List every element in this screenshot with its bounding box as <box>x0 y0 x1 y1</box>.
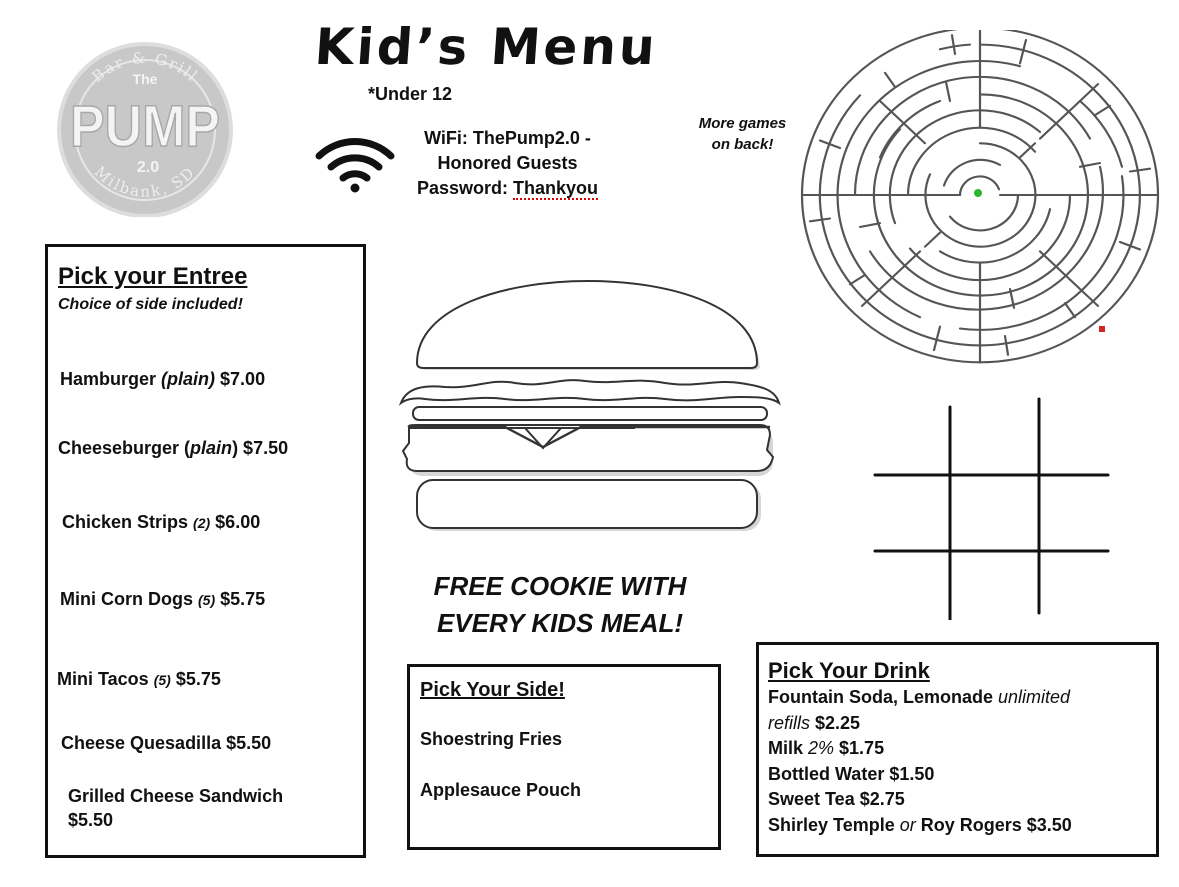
entree-item-quesadilla <box>61 731 271 755</box>
entree-heading: Pick your Entree <box>58 263 248 290</box>
entree-item-price: ) $7.50 <box>232 438 289 458</box>
logo-top-text: Bar & Grill <box>88 48 203 86</box>
wifi-info <box>395 126 620 201</box>
wifi-icon <box>315 134 397 194</box>
menu-title: Kid’s Menu <box>312 18 660 76</box>
entree-item-chicken-strips <box>62 510 260 535</box>
entree-item-note: (5) <box>198 592 216 608</box>
drink-heading: Pick Your Drink <box>768 658 930 683</box>
drink-roy-rogers: Roy Rogers $3.50 <box>915 814 1072 835</box>
entree-item-corn-dogs <box>60 587 265 612</box>
entree-item-note: (plain) <box>161 369 216 389</box>
entree-item-hamburger <box>60 367 265 391</box>
more-games-line2: on back! <box>711 136 774 153</box>
entree-item-name: Hamburger <box>60 369 162 389</box>
entree-subheading: Choice of side included! <box>58 296 243 313</box>
promo-line1: FREE COOKIE WITH <box>433 571 687 601</box>
side-item-applesauce: Applesauce Pouch <box>420 780 582 800</box>
drink-milk-note: 2% <box>808 738 835 758</box>
drink-item-milk <box>768 736 1148 762</box>
drink-item-shirley-temple <box>768 813 1148 839</box>
side-section <box>407 664 721 850</box>
logo-the-text: The <box>132 71 158 87</box>
entree-item-name: Chicken Strips <box>62 512 194 532</box>
age-note: *Under 12 <box>368 84 453 104</box>
wifi-password: Thankyou <box>513 178 599 198</box>
entree-item-name: Mini Corn Dogs <box>60 589 198 609</box>
drink-shirley-name: Shirley Temple <box>768 814 900 835</box>
entree-item-tacos <box>57 667 221 692</box>
drink-item-water: Bottled Water $1.50 <box>768 763 935 784</box>
tic-tac-toe-grid <box>870 395 1115 620</box>
drink-milk-name: Milk <box>768 738 809 758</box>
logo-name-text: PUMP <box>70 94 220 159</box>
side-heading: Pick Your Side! <box>420 679 565 701</box>
entree-item-name: Grilled Cheese Sandwich <box>68 786 284 806</box>
circular-maze <box>798 30 1163 370</box>
entree-item-name: Cheese Quesadilla $5.50 <box>61 733 272 753</box>
entree-item-name: Mini Tacos <box>57 669 154 689</box>
wifi-guests: Honored Guests <box>437 153 578 173</box>
entree-item-price: $6.00 <box>210 512 261 532</box>
drink-fountain-price: $2.25 <box>815 712 861 733</box>
entree-item-cheeseburger <box>58 436 288 460</box>
wifi-network: WiFi: ThePump2.0 - <box>424 128 591 148</box>
wifi-password-label: Password: <box>416 178 513 198</box>
drink-item-fountain <box>768 685 1148 711</box>
drink-fountain-note-2: refills <box>768 712 816 733</box>
logo-location-text: Milbank, SD <box>90 162 199 201</box>
entree-section <box>45 244 366 858</box>
drink-item-fountain-price <box>768 711 1148 737</box>
entree-item-note: (2) <box>193 515 211 531</box>
entree-item-price: $5.75 <box>215 589 266 609</box>
entree-item-name: Cheeseburger ( <box>58 438 191 458</box>
entree-item-note: plain <box>190 438 233 458</box>
entree-item-price: $7.00 <box>215 369 266 389</box>
maze-end-dot <box>1099 326 1105 332</box>
entree-item-note: (5) <box>153 672 171 688</box>
restaurant-logo <box>50 42 240 217</box>
more-games-note <box>680 113 805 155</box>
drink-section <box>756 642 1159 857</box>
free-cookie-promo <box>405 568 715 642</box>
logo-version-text: 2.0 <box>136 159 160 176</box>
drink-fountain-name: Fountain Soda, Lemonade <box>768 687 999 707</box>
drink-or: or <box>899 814 916 835</box>
entree-item-grilled-cheese <box>68 784 283 832</box>
entree-item-price: $5.50 <box>68 810 114 830</box>
drink-fountain-note: unlimited <box>998 687 1071 707</box>
drink-milk-price: $1.75 <box>834 738 885 758</box>
entree-item-price: $5.75 <box>170 669 221 689</box>
drink-item-sweet-tea: Sweet Tea $2.75 <box>768 789 905 809</box>
wifi-password-line <box>395 176 620 201</box>
maze-start-dot <box>974 189 982 197</box>
promo-line2: EVERY KIDS MEAL! <box>436 608 684 638</box>
burger-coloring-illustration <box>395 275 785 535</box>
side-item-fries: Shoestring Fries <box>420 729 563 749</box>
more-games-line1: More games <box>698 115 787 132</box>
